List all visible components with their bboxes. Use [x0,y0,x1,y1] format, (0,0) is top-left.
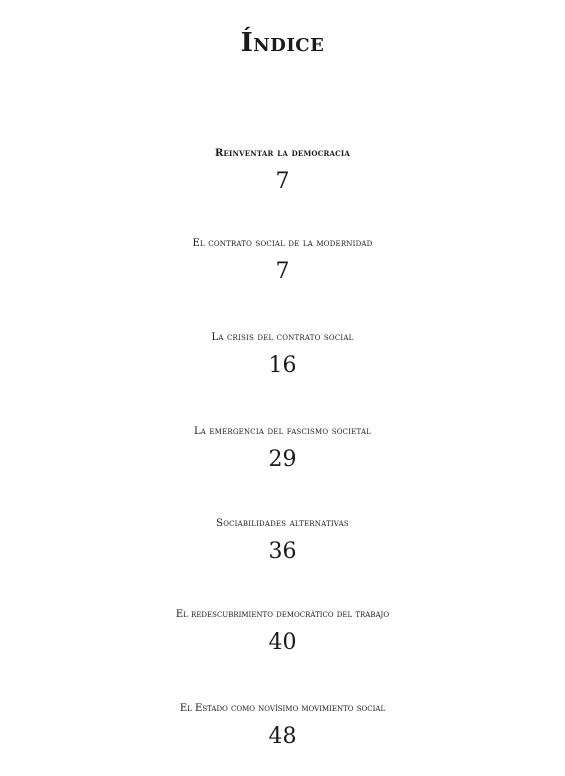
toc-entry-title: El contrato social de la modernidad [192,238,373,249]
page-title: Índice [240,28,325,58]
toc-entry-title: Reinventar la democracia [214,148,351,159]
toc-entry-page-number: 40 [268,630,297,655]
toc-entry[interactable] [0,142,565,196]
toc-entry-page-number: 36 [268,539,297,564]
toc-entry-title: La emergencia del fascismo societal [193,426,372,437]
toc-entry-title: El redescubrimiento democrático del trabajo [175,609,390,620]
toc-entry-title: El Estado como novísimo movimiento social [179,703,386,714]
toc-entry-page-number: 48 [268,724,297,749]
toc-entry[interactable] [0,232,565,286]
toc-entry[interactable] [0,420,565,474]
toc-entry[interactable] [0,512,565,566]
toc-entry-page-number: 7 [275,259,290,284]
toc-entry[interactable] [0,603,565,657]
toc-entry-title: Sociabilidades alternativas [216,518,349,529]
toc-entry[interactable] [0,326,565,380]
toc-entry-page-number: 16 [268,353,297,378]
toc-entry-page-number: 29 [268,447,297,472]
toc-entry[interactable] [0,697,565,751]
toc-entry-title: La crisis del contrato social [211,332,354,343]
toc-entry-page-number: 7 [275,169,290,194]
